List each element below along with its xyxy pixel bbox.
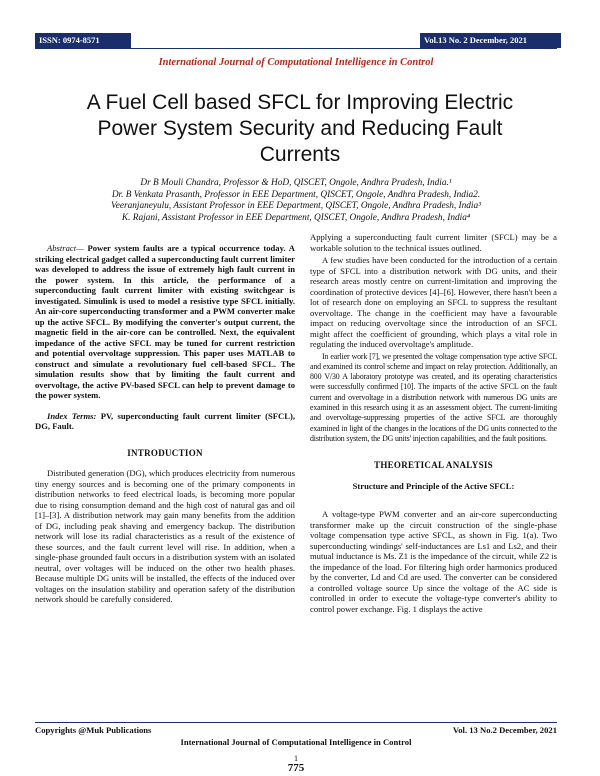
author-line: Dr B Mouli Chandra, Professor & HoD, QISCET, Ongole, Andhra Pradesh, India.¹ bbox=[140, 178, 452, 188]
abstract-label: Abstract— bbox=[47, 243, 84, 253]
introduction-heading: INTRODUCTION bbox=[127, 447, 203, 458]
title-line: Power System Security and Reducing Fault bbox=[97, 117, 503, 140]
footer-journal-name: International Journal of Computational Intelligence in Control bbox=[180, 737, 412, 747]
footer-rule bbox=[35, 722, 557, 723]
volume-label: Vol.13 No. 2 December, 2021 bbox=[420, 33, 561, 48]
introduction-paragraph: Distributed generation (DG), which produces electricity from numerous tiny energy sources and is becoming one of the primary components in distribution networks to feed electrical loads, is becoming more popular due to rising consumption demand and the high cost of natural gas and oil [1]–[3]. A distribution network may gain many benefits from the addition of DG, including peak shaving and emergency backup. The distribution network will lose its radial characteristics as a result of the existence of these sources, and the fault current level will rise. In addition, when a single-phase grounded fault occurs in a distribution system with an isolated neutral, over voltages will be induced on the other two health phases. Because multiple DG units will be installed, the effects of the induced over voltages on the insulation stability and operation safety of the distribution network should be carefully considered. bbox=[35, 468, 295, 604]
copyright-label: Copyrights @Muk Publications bbox=[35, 725, 152, 735]
author-block bbox=[35, 178, 557, 224]
author-line: Veeranjaneyulu, Assistant Professor in EEE Department, QISCET, Ongole, Andhra Pradesh, India³ bbox=[111, 201, 481, 212]
index-terms bbox=[35, 411, 295, 432]
author-line: Dr. B Venkata Prasanth, Professor in EEE Department, QISCET, Ongole, Andhra Pradesh, India2. bbox=[111, 189, 481, 200]
abstract bbox=[35, 243, 295, 401]
body-paragraph: Applying a superconducting fault current limiter (SFCL) may be a workable solution to the technical issues outlined. bbox=[310, 232, 557, 253]
prior-work-paragraph: In earlier work [7], we presented the voltage compensation type active SFCL and examined its control scheme and impact on relay protection. Additionally, an 800 V/30 A laboratory prototype was created, and its operating characteristics were successfully confirmed [10]. The impacts of the active SFCL on the fault current and overvoltage in a distribution network with numerous DG units are examined in this research using it as an assessment object. The current-limiting and overvoltage-suppressing properties of the active SFCL are thoroughly examined in light of the changes in the locations of the DG units connected to the distribution system, the DG units' injection capabilities, and the fault positions. bbox=[310, 351, 557, 443]
page-number: 775 bbox=[287, 762, 305, 774]
footer-volume-label: Vol. 13 No.2 December, 2021 bbox=[452, 725, 557, 735]
right-column bbox=[310, 232, 557, 616]
title-line: A Fuel Cell based SFCL for Improving Electric bbox=[86, 91, 514, 114]
index-terms-label: Index Terms: bbox=[47, 410, 97, 421]
theory-paragraph: A voltage-type PWM converter and an air-core superconducting transformer make up the circuit construction of the single-phase voltage compensation type active SFCL, as shown in Fig. 1(a). Two superconducting windings' self-inductances are Ls1 and Ls2, and their mutual inductance is Ms. Z1 is the impedance of the circuit, while Z2 is the impedance of the load. For filtering high order harmonics produced by the converter, Ld and Cd are used. The converter can be considered a controlled voltage source Up since the voltage of the AC side is controlled in order to execute the voltage-type converter's ability to control power exchange. Fig. 1 displays the active bbox=[310, 509, 558, 614]
author-line: K. Rajani, Assistant Professor in EEE Department, QISCET, Ongole, Andhra Pradesh, India⁴ bbox=[121, 212, 471, 223]
left-column bbox=[35, 243, 295, 607]
theoretical-analysis-heading: THEORETICAL ANALYSIS bbox=[374, 460, 493, 471]
structure-subheading: Structure and Principle of the Active SFCL: bbox=[352, 480, 515, 491]
title-line: Currents bbox=[259, 143, 341, 166]
issn-label: ISSN: 0974-8571 bbox=[35, 33, 131, 48]
abstract-text: Power system faults are a typical occurrence today. A striking electrical gadget called a superconducting fault current limiter was developed to address the issue of extremely high fault current in the power system. In this article, the performance of a superconducting fault current limiter with existing switchgear is investigated. Simulink is used to model a resistive type SFCL initially. An air-core superconducting transformer and a PWM converter make up the active SFCL. By modifying the converter's output current, the magnetic field in the air-core can be controlled. Next, the equivalent impedance of the active SFCL may be tuned for current restriction and potential overvoltage suppression. This paper uses MATLAB to construct and simulate a revolutionary fuel cell-based SFCL. The simulation results show that by limiting the fault current and overvoltage, the active PV-based SFCL can help to prevent damage to the power system. bbox=[35, 243, 295, 400]
index-terms-text: PV, superconducting fault current limiter (SFCL), DG, Fault. bbox=[35, 410, 295, 431]
spacer bbox=[310, 446, 557, 460]
journal-name: International Journal of Computational Intelligence in Control bbox=[158, 57, 434, 68]
paper-title bbox=[55, 90, 545, 168]
header-rule bbox=[35, 48, 557, 49]
body-paragraph: A few studies have been conducted for the introduction of a certain type of SFCL into a distribution network with DG units, and their research areas mostly centre on current-limitation and improving the coordination of protective devices [4]–[6]. However, there hasn't been a lot of research done on employing an SFCL to suppress the resultant overvoltage. The change in the coefficient may have a favourable impact on reducing overvoltage since the introduction of an SFCL might affect the coefficient of grounding, which plays a vital role in regulating the induced overvoltage's amplitude. bbox=[310, 255, 557, 349]
page-index-small: 1 bbox=[294, 754, 298, 763]
